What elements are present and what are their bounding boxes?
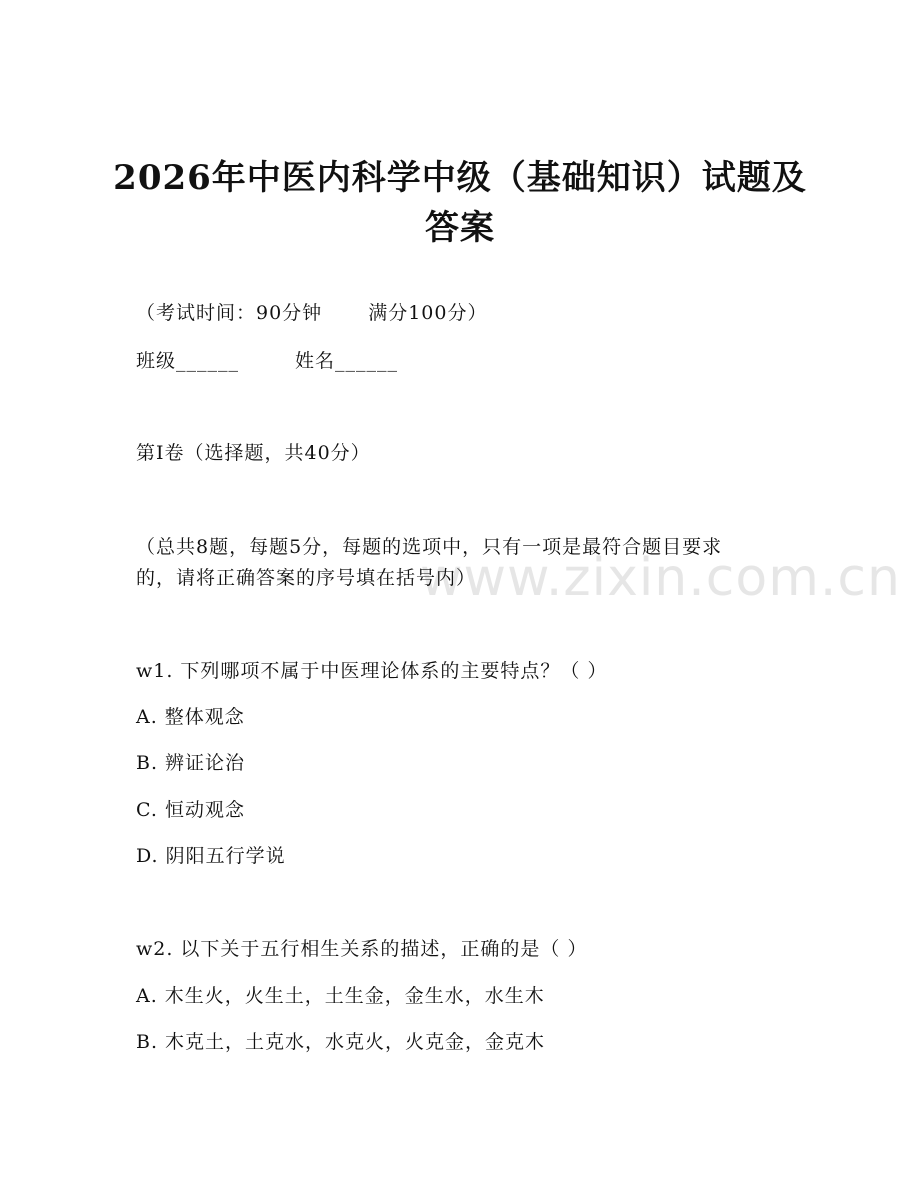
document-title-line-2: 答案 [425,208,495,248]
instructions-line-2: 的，请将正确答案的序号填在括号内） [136,567,477,589]
question-2-option-a: A. 木生火，火生土，土生金，金生水，水生木 [136,985,545,1007]
question-1-option-a: A. 整体观念 [136,706,245,728]
question-1-stem: w1. 下列哪项不属于中医理论体系的主要特点？（ ） [136,660,608,682]
question-2-stem: w2. 以下关于五行相生关系的描述，正确的是（ ） [136,938,588,960]
student-fields [136,347,398,375]
section-heading: 第I卷（选择题，共40分） [136,442,371,464]
class-field: 班级______ [136,350,240,372]
exam-info [136,299,487,327]
question-1-option-b: B. 辨证论治 [136,752,246,774]
instructions-line-1: （总共8题，每题5分，每题的选项中，只有一项是最符合题目要求 [136,536,723,558]
exam-time: （考试时间：90分钟 [136,302,323,324]
watermark: www.zixin.com.cn [420,548,901,608]
document-title-line-1: 2026年中医内科学中级（基础知识）试题及 [113,158,807,198]
question-1-option-d: D. 阴阳五行学说 [136,845,286,867]
question-1-option-c: C. 恒动观念 [136,799,245,821]
name-field: 姓名______ [295,350,399,372]
question-2-option-b: B. 木克土，土克水，水克火，火克金，金克木 [136,1031,546,1053]
full-score: 满分100分） [368,302,488,324]
